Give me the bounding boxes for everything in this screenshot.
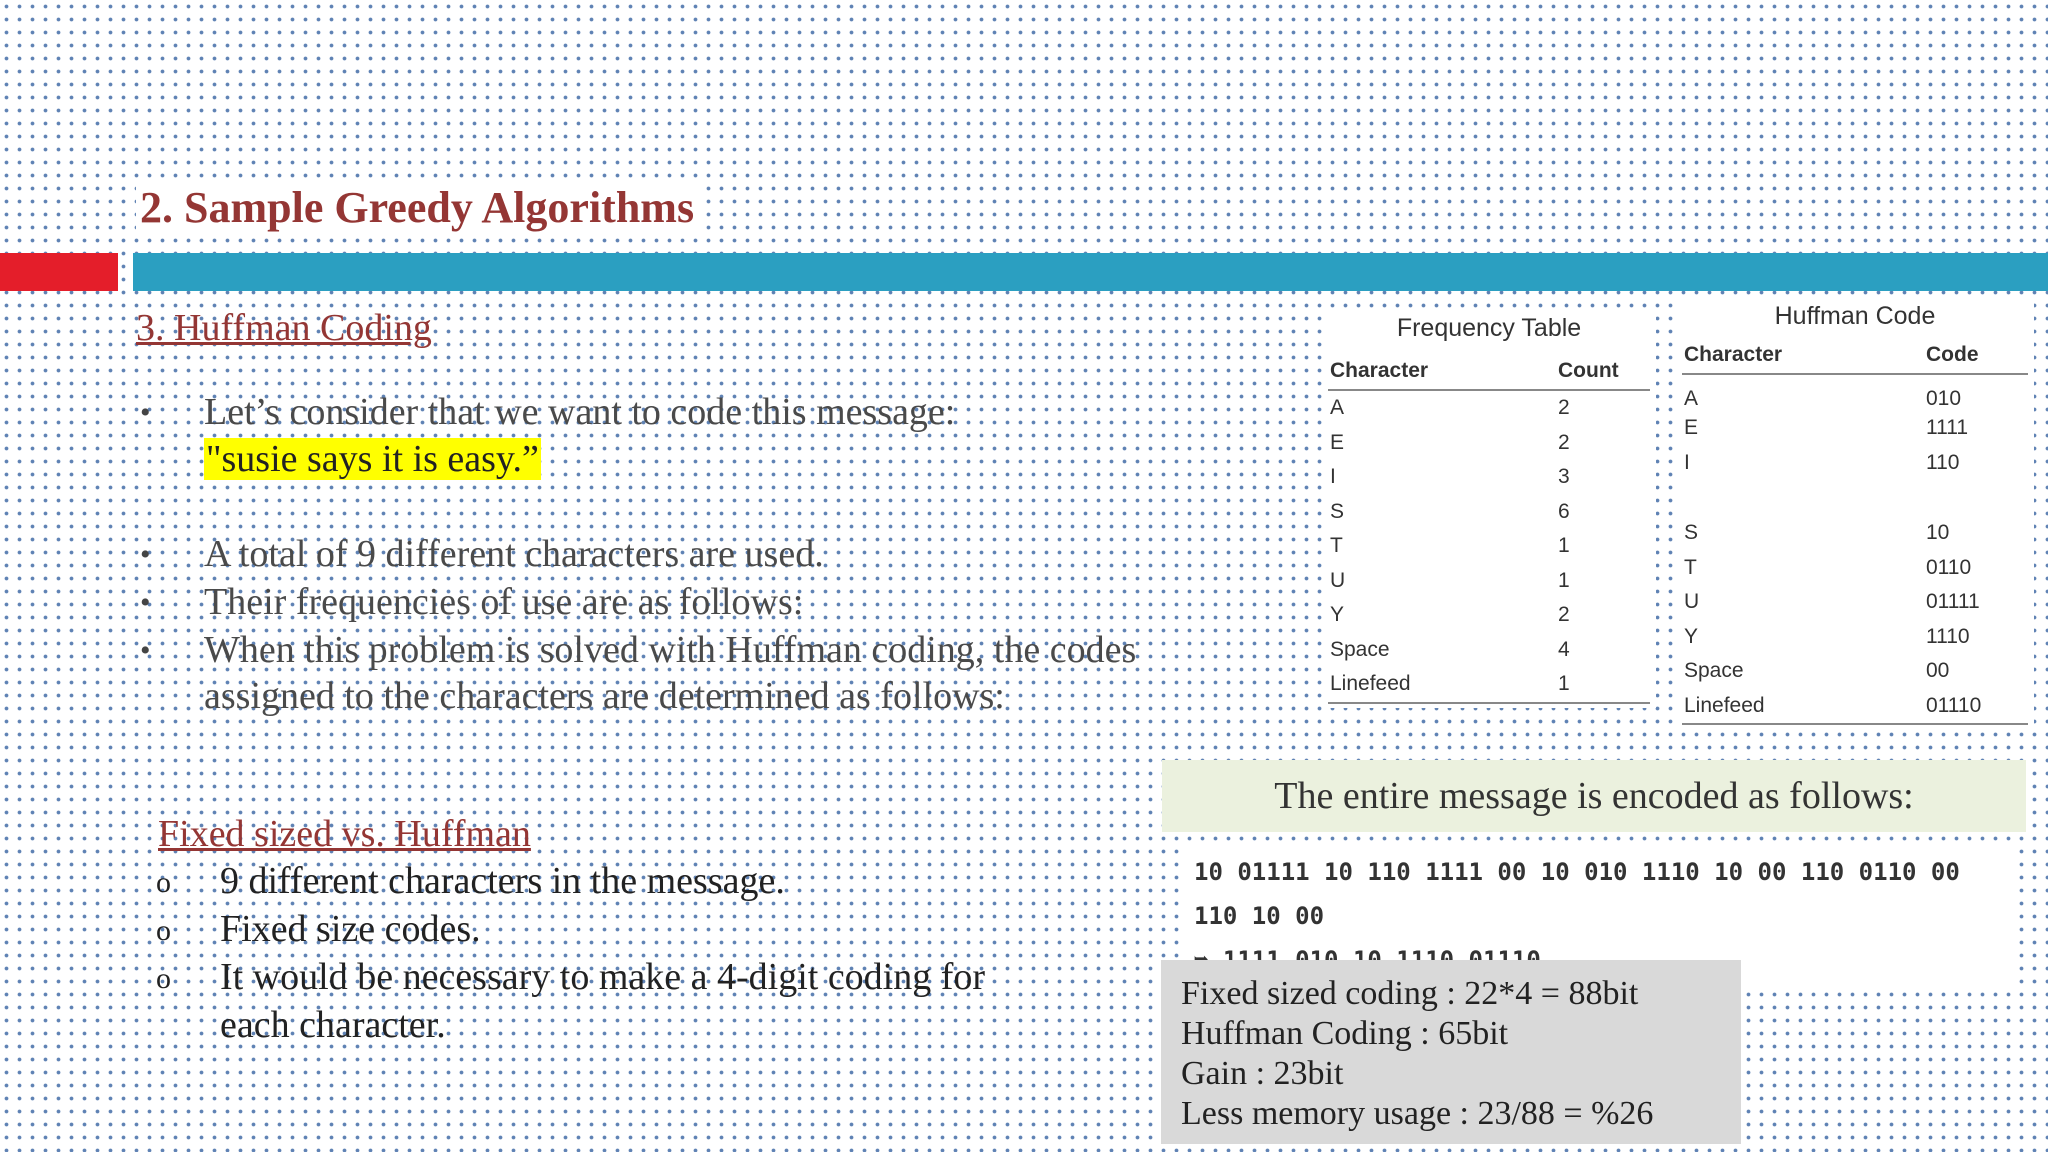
table-row — [1328, 426, 1650, 461]
table-row — [1328, 460, 1650, 495]
encoded-message-banner: The entire message is encoded as follows: — [1162, 760, 2026, 832]
table-cell — [1924, 480, 2028, 516]
slide-title: 2. Sample Greedy Algorithms — [136, 182, 698, 233]
table-cell: Linefeed — [1682, 689, 1924, 725]
bullet-marker: • — [140, 396, 151, 429]
bullet-marker: • — [140, 634, 151, 667]
table-row — [1682, 620, 2028, 655]
table-header-row — [1682, 339, 2028, 374]
table-cell: 1 — [1558, 534, 1570, 558]
table-cell: 01111 — [1926, 590, 1980, 614]
table-cell: S — [1330, 499, 1345, 523]
table-header-row — [1328, 355, 1650, 390]
huffman-table-panel — [1676, 298, 2034, 729]
table-cell: E — [1684, 416, 1699, 440]
table-cell: 2 — [1558, 603, 1570, 627]
bullet-marker: • — [140, 538, 151, 571]
table-cell: 01110 — [1924, 689, 2028, 725]
table-cell: I — [1330, 465, 1336, 489]
table-row — [1682, 374, 2028, 411]
highlighted-message — [204, 436, 541, 482]
table-row — [1682, 689, 2028, 725]
table-cell: 10 — [1926, 521, 1950, 545]
table-row — [1328, 564, 1650, 599]
table-cell: Space — [1684, 659, 1744, 683]
encoded-line-1: 10 01111 10 110 1111 00 10 010 1110 10 00 110 0110 00 110 10 00 — [1194, 858, 1960, 930]
table-cell: 6 — [1558, 499, 1570, 523]
circle-bullet-marker: o — [156, 962, 171, 995]
table-row — [1328, 495, 1650, 530]
frequency-table-title: Frequency Table — [1396, 314, 1582, 342]
table-cell: T — [1684, 555, 1697, 579]
list-item-continued: each character. — [220, 1004, 446, 1046]
list-item: It would be necessary to make a 4-digit coding for — [220, 956, 986, 998]
table-cell — [1682, 480, 1924, 516]
table-row — [1682, 446, 2028, 481]
column-header: Character — [1328, 355, 1556, 390]
table-row — [1682, 585, 2028, 620]
column-header: Count — [1556, 355, 1650, 390]
table-cell: Space — [1330, 637, 1390, 661]
table-row — [1328, 667, 1650, 703]
summary-huffman-coding: Huffman Coding : 65bit — [1181, 1015, 1509, 1052]
table-cell: A — [1330, 396, 1345, 420]
list-item: Fixed size codes. — [220, 908, 481, 950]
table-row — [1682, 551, 2028, 586]
column-header: Character — [1682, 339, 1924, 374]
table-row — [1682, 411, 2028, 446]
bullet-marker: • — [140, 586, 151, 619]
table-cell: Linefeed — [1328, 667, 1556, 703]
table-cell: T — [1330, 534, 1343, 558]
summary-gain: Gain : 23bit — [1181, 1055, 1344, 1092]
table-cell: Y — [1684, 624, 1699, 648]
coding-summary-box — [1161, 960, 1741, 1144]
circle-bullet-marker: o — [156, 914, 171, 947]
table-cell: 1111 — [1926, 416, 1969, 440]
table-cell: Y — [1330, 603, 1345, 627]
bullet-text: Their frequencies of use are as follows: — [204, 581, 804, 623]
summary-fixed-coding: Fixed sized coding : 22*4 = 88bit — [1181, 975, 1639, 1012]
circle-bullet-marker: o — [156, 866, 171, 899]
table-cell: U — [1330, 568, 1346, 592]
frequency-table-panel — [1322, 310, 1656, 708]
huffman-table-title: Huffman Code — [1774, 302, 1936, 330]
table-cell: 010 — [1926, 387, 1962, 410]
section-heading-link[interactable]: 3. Huffman Coding — [136, 307, 432, 349]
table-cell: 2 — [1558, 396, 1570, 420]
table-cell: 1 — [1556, 667, 1650, 703]
bullet-text-continued: assigned to the characters are determined as follows: — [204, 675, 1005, 717]
table-cell: 1 — [1558, 568, 1570, 592]
accent-bar-red — [0, 253, 118, 291]
table-cell: 2 — [1558, 430, 1570, 454]
table-row — [1682, 654, 2028, 689]
accent-bar-teal — [133, 253, 2048, 291]
fixed-vs-huffman-heading-link[interactable]: Fixed sized vs. Huffman — [158, 813, 531, 855]
bullet-text: A total of 9 different characters are used. — [204, 533, 824, 575]
table-row — [1328, 529, 1650, 564]
table-cell: 1110 — [1926, 624, 1970, 648]
table-cell: S — [1684, 521, 1699, 545]
table-row — [1328, 633, 1650, 668]
table-cell: I — [1684, 450, 1690, 474]
list-item: 9 different characters in the message. — [220, 860, 785, 902]
table-row — [1328, 598, 1650, 633]
table-cell: 0110 — [1926, 555, 1972, 579]
summary-memory-usage: Less memory usage : 23/88 = %26 — [1181, 1095, 1654, 1132]
table-cell: 110 — [1926, 450, 1960, 474]
huffman-code-table — [1682, 339, 2028, 725]
table-cell: 4 — [1558, 637, 1570, 661]
table-cell: U — [1684, 590, 1700, 614]
message-highlight: "susie says it is easy.” — [206, 438, 539, 480]
bullet-text: When this problem is solved with Huffman coding, the codes — [204, 629, 1137, 671]
column-header: Code — [1924, 339, 2028, 374]
table-row — [1682, 480, 2028, 516]
table-cell: A — [1684, 387, 1699, 410]
table-row — [1328, 390, 1650, 426]
table-cell: 3 — [1558, 465, 1570, 489]
table-cell: 00 — [1926, 659, 1950, 683]
table-row — [1682, 516, 2028, 551]
intro-text: Let’s consider that we want to code this message: — [204, 391, 956, 433]
table-cell: E — [1330, 430, 1345, 454]
frequency-table — [1328, 355, 1650, 704]
